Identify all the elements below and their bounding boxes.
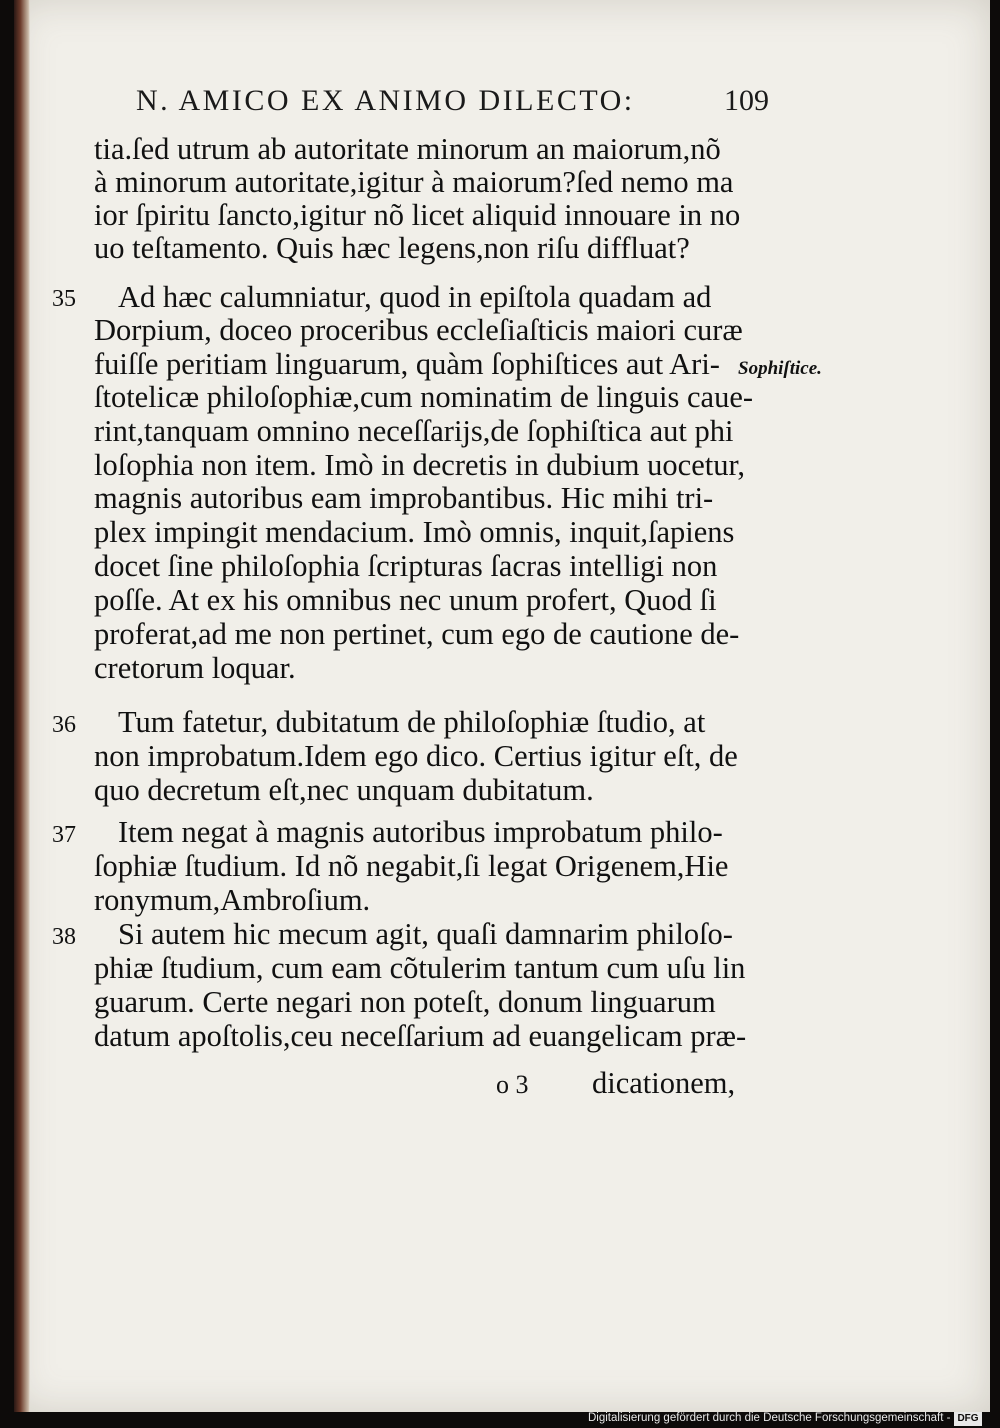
text-line: fuiſſe peritiam linguarum, quàm ſophiſtices aut Ari- <box>94 347 720 381</box>
text-line: Ad hæc calumniatur, quod in epiſtola quadam ad <box>118 280 712 314</box>
book-spine-edge <box>14 0 30 1412</box>
digitization-credit <box>588 1408 1000 1428</box>
text-line: quo decretum eſt,nec unquam dubitatum. <box>94 773 594 807</box>
text-line: plex impingit mendacium. Imò omnis, inquit,ſapiens <box>94 515 735 549</box>
text-line: Item negat à magnis autoribus improbatum philo- <box>118 815 723 849</box>
text-line: loſophia non item. Imò in decretis in dubium uocetur, <box>94 448 746 482</box>
credit-text: Digitalisierung gefördert durch die Deutsche Forschungsgemeinschaft - <box>588 1412 951 1424</box>
text-line: poſſe. At ex his omnibus nec unum profert, Quod ſi <box>94 583 717 617</box>
text-line: Tum fatetur, dubitatum de philoſophiæ ſtudio, at <box>118 705 706 739</box>
catchword: dicationem, <box>592 1066 736 1100</box>
page-number: 109 <box>724 84 769 117</box>
text-line: à minorum autoritate,igitur à maiorum?ſed nemo ma <box>94 165 734 199</box>
text-line: phiæ ſtudium, cum eam cõtulerim tantum cum uſu lin <box>94 951 746 985</box>
text-line: ſophiæ ſtudium. Id nõ negabit,ſi legat Origenem,Hie <box>94 849 729 883</box>
text-line: non improbatum.Idem ego dico. Certius igitur eſt, de <box>94 739 738 773</box>
text-line: ior ſpiritu ſancto,igitur nõ licet aliquid innouare in no <box>94 198 741 232</box>
text-line: cretorum loquar. <box>94 651 296 685</box>
text-line: guarum. Certe negari non poteſt, donum linguarum <box>94 985 716 1019</box>
text-line: proferat,ad me non pertinet, cum ego de cautione de- <box>94 617 740 651</box>
text-line: datum apoſtolis,ceu neceſſarium ad euangelicam præ- <box>94 1019 747 1053</box>
section-number: 36 <box>52 712 76 738</box>
text-line: Dorpium, doceo proceribus eccleſiaſticis maiori curæ <box>94 313 743 347</box>
text-line: Si autem hic mecum agit, quaſi damnarim philoſo- <box>118 917 733 951</box>
text-line: ronymum,Ambroſium. <box>94 883 371 917</box>
section-number: 37 <box>52 822 76 848</box>
text-line: uo teſtamento. Quis hæc legens,non riſu diffluat? <box>94 231 690 265</box>
running-title: N. AMICO EX ANIMO DILECTO: <box>136 84 635 117</box>
margin-note: Sophiſtice. <box>738 358 822 379</box>
section-number: 38 <box>52 924 76 950</box>
text-line: magnis autoribus eam improbantibus. Hic mihi tri- <box>94 481 714 515</box>
text-line: ſtotelicæ philoſophiæ,cum nominatim de linguis caue- <box>94 380 754 414</box>
dfg-logo: DFG <box>954 1412 981 1426</box>
signature-mark: o 3 <box>496 1070 529 1099</box>
text-line: rint,tanquam omnino neceſſarijs,de ſophiſtica aut phi <box>94 414 734 448</box>
text-line: docet ſine philoſophia ſcripturas ſacras intelligi non <box>94 549 718 583</box>
text-line: tia.ſed utrum ab autoritate minorum an maiorum,nõ <box>94 132 721 166</box>
section-number: 35 <box>52 286 76 312</box>
